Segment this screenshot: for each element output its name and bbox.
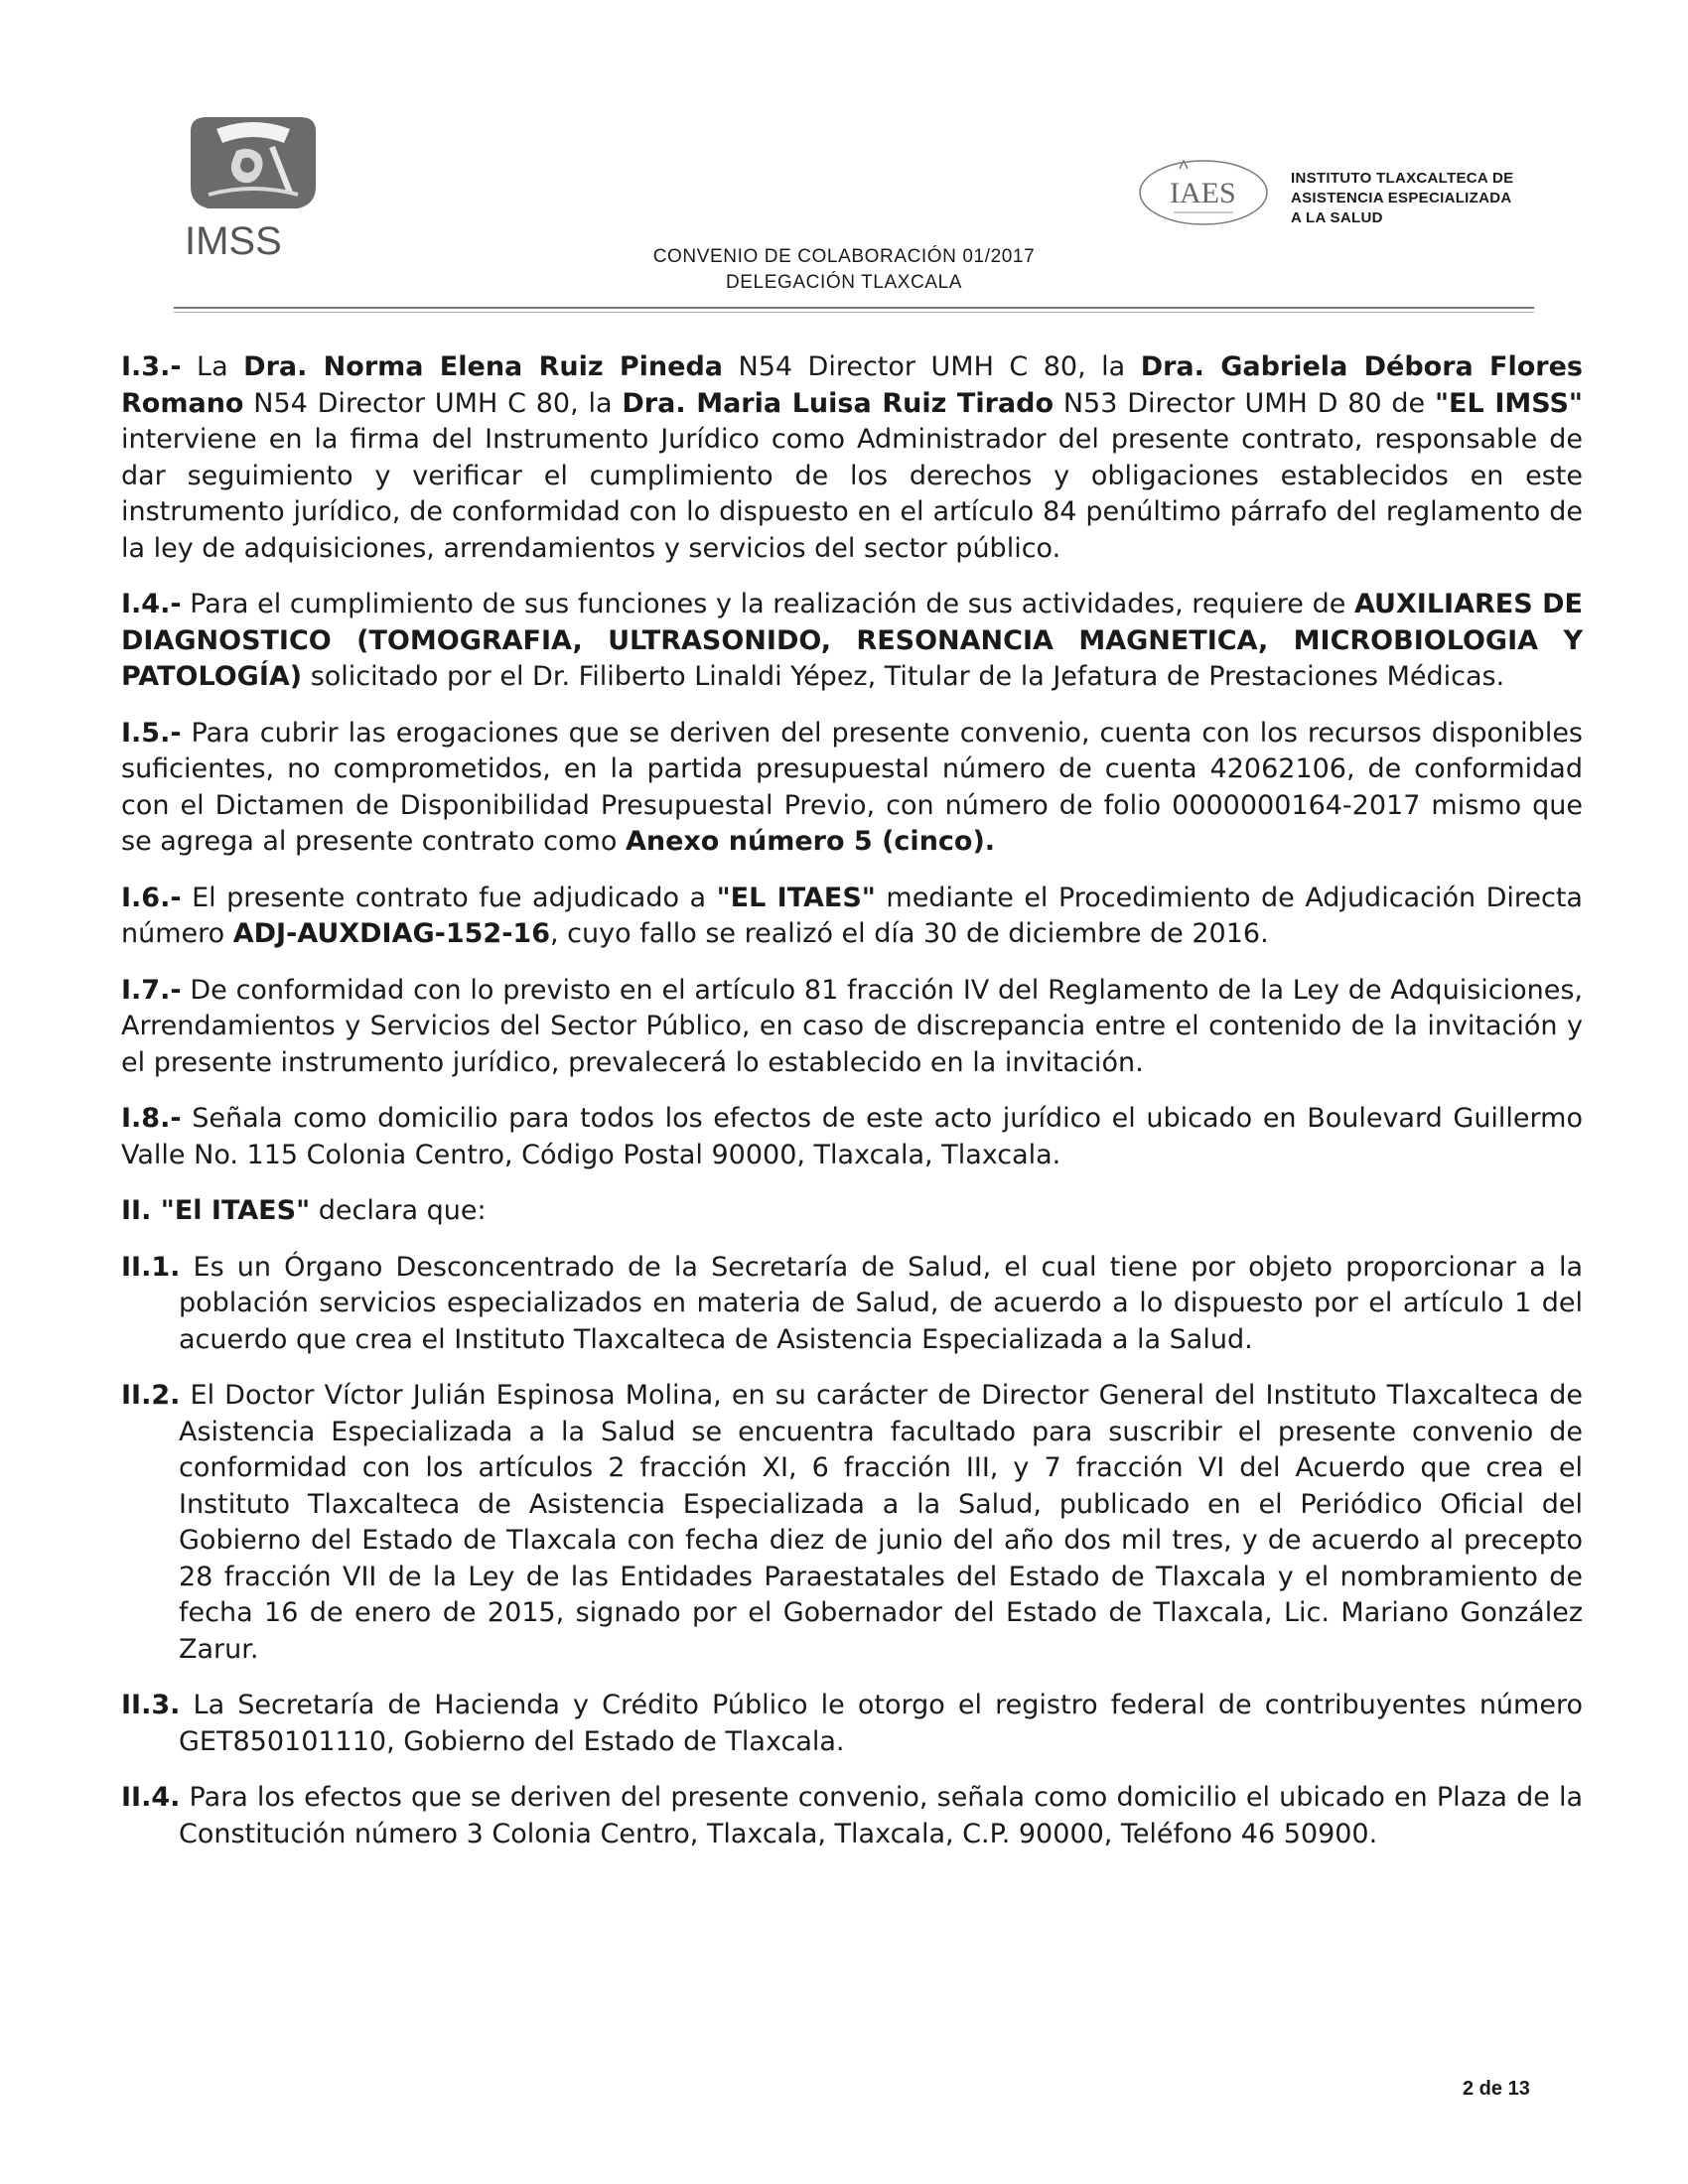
bold-text-run: I.5.- <box>121 717 182 749</box>
bold-text-run: II.2. <box>121 1380 181 1411</box>
text-run: , cuyo fallo se realizó el día 30 de diciembre de 2016. <box>549 918 1269 949</box>
bold-text-run: "EL ITAES" <box>716 882 876 913</box>
text-run: Es un Órgano Desconcentrado de la Secretaría de Salud, el cual tiene por objeto proporcionar a la población servicios especializados en materia de Salud, de acuerdo a lo dispuesto por el artículo 1 del acuerdo que crea el Instituto Tlaxcalteca de Asistencia Especializada a la Salud. <box>179 1251 1583 1355</box>
bold-text-run: I.6.- <box>121 882 182 913</box>
institute-name <box>1291 169 1609 228</box>
document-title-line1: CONVENIO DE COLABORACIÓN 01/2017 <box>652 246 1036 267</box>
clause-II-2 <box>121 1378 1583 1668</box>
header-divider <box>174 307 1534 309</box>
text-run: N54 Director UMH C 80, la <box>723 351 1141 382</box>
bold-text-run: "El ITAES" <box>160 1195 311 1226</box>
text-run: interviene en la firma del Instrumento Jurídico como Administrador del presente contrato, responsable de dar seguimiento y verificar el cumplimiento de los derechos y obligaciones establecidos en este instrumento jurídico, de conformidad con lo dispuesto en el artículo 84 penúltimo párrafo del reglamento de la ley de adquisiciones, arrendamientos y servicios del sector público. <box>121 424 1583 564</box>
bold-text-run: "EL IMSS" <box>1434 387 1583 419</box>
clause-I-5 <box>121 716 1583 861</box>
document-body <box>121 349 1583 1872</box>
clause-II-3 <box>121 1688 1583 1760</box>
bold-text-run: I.3.- <box>121 351 182 382</box>
text-run: El Doctor Víctor Julián Espinosa Molina, en su carácter de Director General del Instituto Tlaxcalteca de Asistencia Especializada a la Salud se encuentra facultado para suscribir el presente convenio de conformidad con los artículos 2 fracción XI, 6 fracción III, y 7 fracción VI del Acuerdo que crea el Instituto Tlaxcalteca de Asistencia Especializada a la Salud, publicado en el Periódico Oficial del Gobierno del Estado de Tlaxcala con fecha diez de junio del año dos mil tres, y de acuerdo al precepto 28 fracción VII de la Ley de las Entidades Paraestatales del Estado de Tlaxcala y el nombramiento de fecha 16 de enero de 2015, signado por el Gobernador del Estado de Tlaxcala, Lic. Mariano González Zarur. <box>179 1380 1583 1665</box>
itaes-logo <box>1134 155 1273 234</box>
bold-text-run: II. <box>121 1195 161 1226</box>
text-run: De conformidad con lo previsto en el artículo 81 fracción IV del Reglamento de la Ley de Adquisiciones, Arrendamientos y Servicios del Sector Público, en caso de discrepancia entre el contenido de la invitación y el presente instrumento jurídico, prevalecerá lo establecido en la invitación. <box>121 974 1583 1078</box>
header-divider-thin <box>174 312 1534 313</box>
bold-text-run: Dra. Norma Elena Ruiz Pineda <box>243 351 723 382</box>
text-run: declara que: <box>310 1195 487 1226</box>
bold-text-run: I.8.- <box>121 1103 182 1134</box>
clause-I-7 <box>121 973 1583 1082</box>
text-run: La <box>181 351 244 382</box>
document-title-line2: DELEGACIÓN TLAXCALA <box>725 272 963 293</box>
clause-II-1 <box>121 1250 1583 1359</box>
text-run: solicitado por el Dr. Filiberto Linaldi Yépez, Titular de la Jefatura de Prestaciones Médicas. <box>302 661 1505 692</box>
text-run: mediante el Procedimiento de Adjudicación Directa número <box>121 882 1583 949</box>
bold-text-run: II.1. <box>121 1251 181 1283</box>
clause-I-6 <box>121 881 1583 953</box>
text-run: Para los efectos que se deriven del presente convenio, señala como domicilio el ubicado en Plaza de la Constitución número 3 Colonia Centro, Tlaxcala, Tlaxcala, C.P. 90000, Teléfono 46 50900. <box>179 1782 1583 1849</box>
text-run: Para el cumplimiento de sus funciones y la realización de sus actividades, requiere de <box>181 589 1354 619</box>
institute-name-line: ASISTENCIA ESPECIALIZADA <box>1291 190 1512 206</box>
bold-text-run: Dra. Maria Luisa Ruiz Tirado <box>622 387 1055 419</box>
text-run: N53 Director UMH D 80 de <box>1054 387 1435 419</box>
itaes-logo-text: IAES <box>1170 177 1236 209</box>
imss-logo <box>179 111 338 260</box>
text-run: Señala como domicilio para todos los efectos de este acto jurídico el ubicado en Boulevard Guillermo Valle No. 115 Colonia Centro, Código Postal 90000, Tlaxcala, Tlaxcala. <box>121 1103 1583 1170</box>
institute-name-line: INSTITUTO TLAXCALTECA DE <box>1291 170 1514 187</box>
bold-text-run: Dra. Gabriela Débora Flores Romano <box>121 351 1583 419</box>
clause-II-4 <box>121 1780 1583 1852</box>
clause-I-3 <box>121 349 1583 567</box>
bold-text-run: ADJ-AUXDIAG-152-16 <box>232 918 550 949</box>
clause-I-4 <box>121 587 1583 696</box>
bold-text-run: II.3. <box>121 1690 181 1720</box>
institute-name-line: A LA SALUD <box>1291 209 1383 226</box>
text-run: Para cubrir las erogaciones que se deriven del presente convenio, cuenta con los recursos disponibles suficientes, no comprometidos, en la partida presupuestal número de cuenta 42062106, de conformidad con el Dictamen de Disponibilidad Presupuestal Previo, con número de folio 0000000164-2017 mismo que se agrega al presente contrato como <box>121 717 1583 857</box>
bold-text-run: II.4. <box>121 1782 181 1813</box>
document-title <box>556 244 1132 296</box>
bold-text-run: Anexo número 5 (cinco). <box>625 826 996 857</box>
bold-text-run: I.4.- <box>121 589 182 619</box>
bold-text-run: I.7.- <box>121 974 182 1006</box>
text-run: N54 Director UMH C 80, la <box>243 387 623 419</box>
text-run: La Secretaría de Hacienda y Crédito Público le otorgo el registro federal de contribuyentes número GET850101110, Gobierno del Estado de Tlaxcala. <box>179 1690 1583 1757</box>
section-II-heading <box>121 1193 1583 1230</box>
bold-text-run: AUXILIARES DE DIAGNOSTICO (TOMOGRAFIA, ULTRASONIDO, RESONANCIA MAGNETICA, MICROBIOLOGIA Y PATOLOGÍA) <box>121 589 1583 692</box>
clause-I-8 <box>121 1101 1583 1173</box>
imss-logo-text: IMSS <box>185 219 282 260</box>
text-run: El presente contrato fue adjudicado a <box>181 882 717 913</box>
page-number: 2 de 13 <box>1463 2078 1530 2100</box>
